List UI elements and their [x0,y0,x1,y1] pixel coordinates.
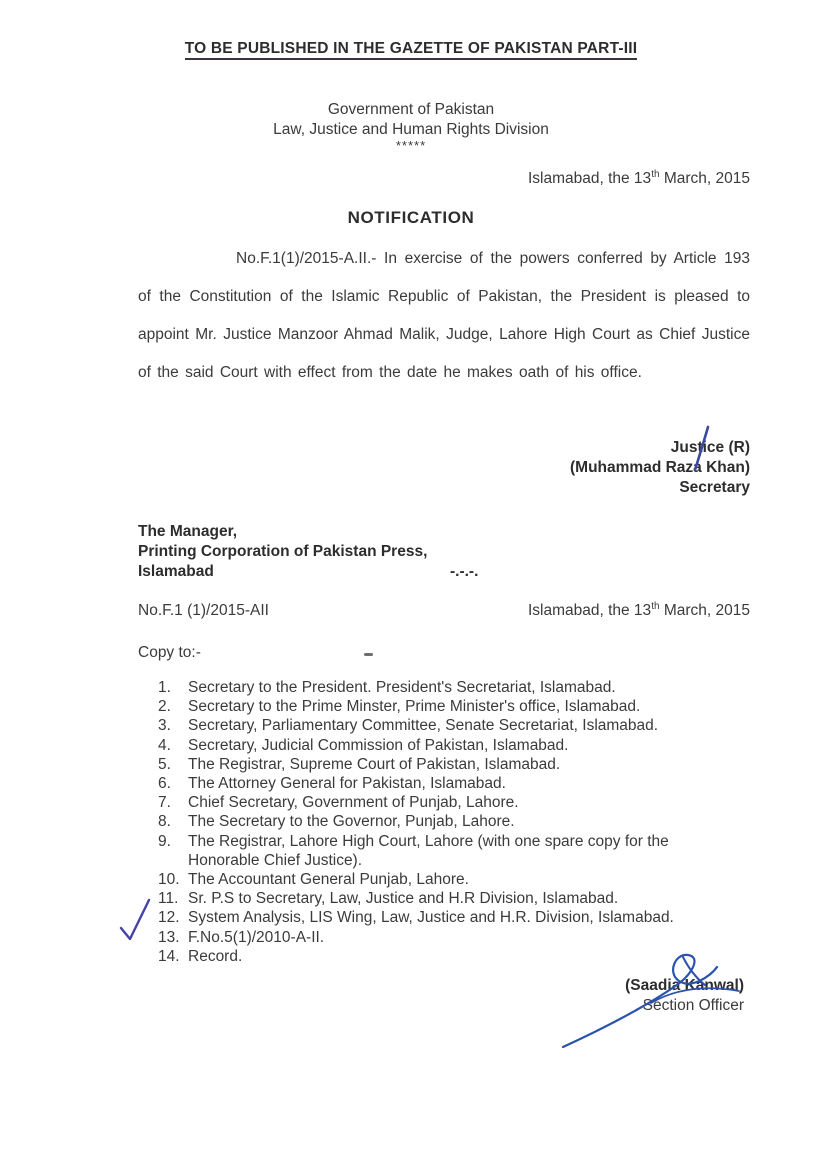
item-text: F.No.5(1)/2010-A-II. [188,928,325,946]
item-number: 14. [158,947,180,965]
item-text: The Attorney General for Pakistan, Islamabad. [188,775,506,793]
date-ordinal: th [651,168,660,180]
list-item [158,947,734,966]
signatory-title: Secretary [679,479,750,496]
list-item [158,755,734,774]
separator-stars: ***** [395,138,427,153]
officer-name: (Saadia Kanwal) [625,977,744,995]
item-number: 13. [158,928,180,946]
item-text: Record. [188,947,243,965]
list-item [158,870,734,889]
notification-heading: NOTIFICATION [347,208,475,227]
item-text: The Accountant General Punjab, Lahore. [188,871,469,889]
signatory-block [0,438,750,498]
item-text: Secretary, Parliamentary Committee, Senate Secretariat, Islamabad. [188,717,659,735]
item-number: 5. [158,755,171,773]
list-item [158,774,734,793]
item-text: Secretary to the Prime Minster, Prime Minister's office, Islamabad. [188,698,641,716]
item-number: 4. [158,736,171,754]
org-block [0,100,822,152]
division-name: Law, Justice and Human Rights Division [273,121,549,138]
addressee-name: The Manager, [138,523,238,540]
item-number: 6. [158,775,171,793]
gazette-header [0,0,822,58]
date-line-bottom [528,602,750,620]
signatory-designation: Justice (R) [670,439,750,456]
list-item [158,793,734,812]
item-text: Secretary, Judicial Commission of Pakistan, Islamabad. [188,736,569,754]
date-prefix: Islamabad, the 13 [527,170,652,187]
list-item [158,928,734,947]
addressee-city: Islamabad [138,563,214,580]
reference-line [138,602,750,620]
item-number: 7. [158,794,171,812]
addressee-org: Printing Corporation of Pakistan Press, [138,543,428,560]
list-item [158,697,734,716]
date-suffix: March, 2015 [659,602,750,619]
org-name: Government of Pakistan [327,101,495,118]
checkmark-icon [116,897,158,945]
item-number: 11. [158,890,179,908]
item-number: 3. [158,717,171,735]
item-number: 1. [158,679,171,696]
item-text: The Registrar, Supreme Court of Pakistan, Islamabad. [188,755,561,773]
date-ordinal: th [651,600,660,612]
list-item [158,812,734,831]
list-item [158,889,734,908]
signatory-name: (Muhammad Raza Khan) [570,459,750,476]
reference-number: No.F.1 (1)/2015-AII [138,602,269,619]
officer-block [0,976,744,1016]
date-suffix: March, 2015 [659,170,750,187]
copy-list [158,678,734,966]
item-text: Secretary to the President. President's Secretariat, Islamabad. [188,679,616,696]
body-paragraph: No.F.1(1)/2015-A.II.- In exercise of the powers conferred by Article 193 of the Constitution of the Islamic Republic of Pakistan, the President is pleased to appoint Mr. Justice Manzoor Ahmad Malik, Judge, Lahore High Court as Chief Justice of the said Court with effect from the date he makes oath of his office. [138,250,750,381]
addressee-block [138,522,822,582]
date-line-top [0,170,750,188]
list-item [158,908,734,927]
copy-to-label: Copy to:- [138,644,201,661]
item-text: The Secretary to the Governor, Punjab, Lahore. [188,813,515,831]
scan-artifact-smudge [364,653,373,656]
item-number: 2. [158,698,171,716]
dash-separator: -.-.-. [450,563,479,580]
item-text: Chief Secretary, Government of Punjab, Lahore. [188,794,519,812]
date-prefix: Islamabad, the 13 [527,602,652,619]
item-text: System Analysis, LIS Wing, Law, Justice and H.R. Division, Islamabad. [188,909,674,927]
officer-title: Section Officer [642,997,744,1015]
item-number: 9. [158,832,171,850]
gazette-header-text: TO BE PUBLISHED IN THE GAZETTE OF PAKISTAN PART-III [185,40,638,60]
item-number: 12. [158,909,180,927]
item-text: The Registrar, Lahore High Court, Lahore (with one spare copy for the Honorable Chief Justice). [188,832,669,869]
list-item [158,716,734,735]
list-item [158,832,734,870]
item-text: Sr. P.S to Secretary, Law, Justice and H.R Division, Islamabad. [188,890,619,908]
list-item [158,678,734,697]
item-number: 10. [158,871,180,889]
item-number: 8. [158,813,171,831]
list-item [158,736,734,755]
